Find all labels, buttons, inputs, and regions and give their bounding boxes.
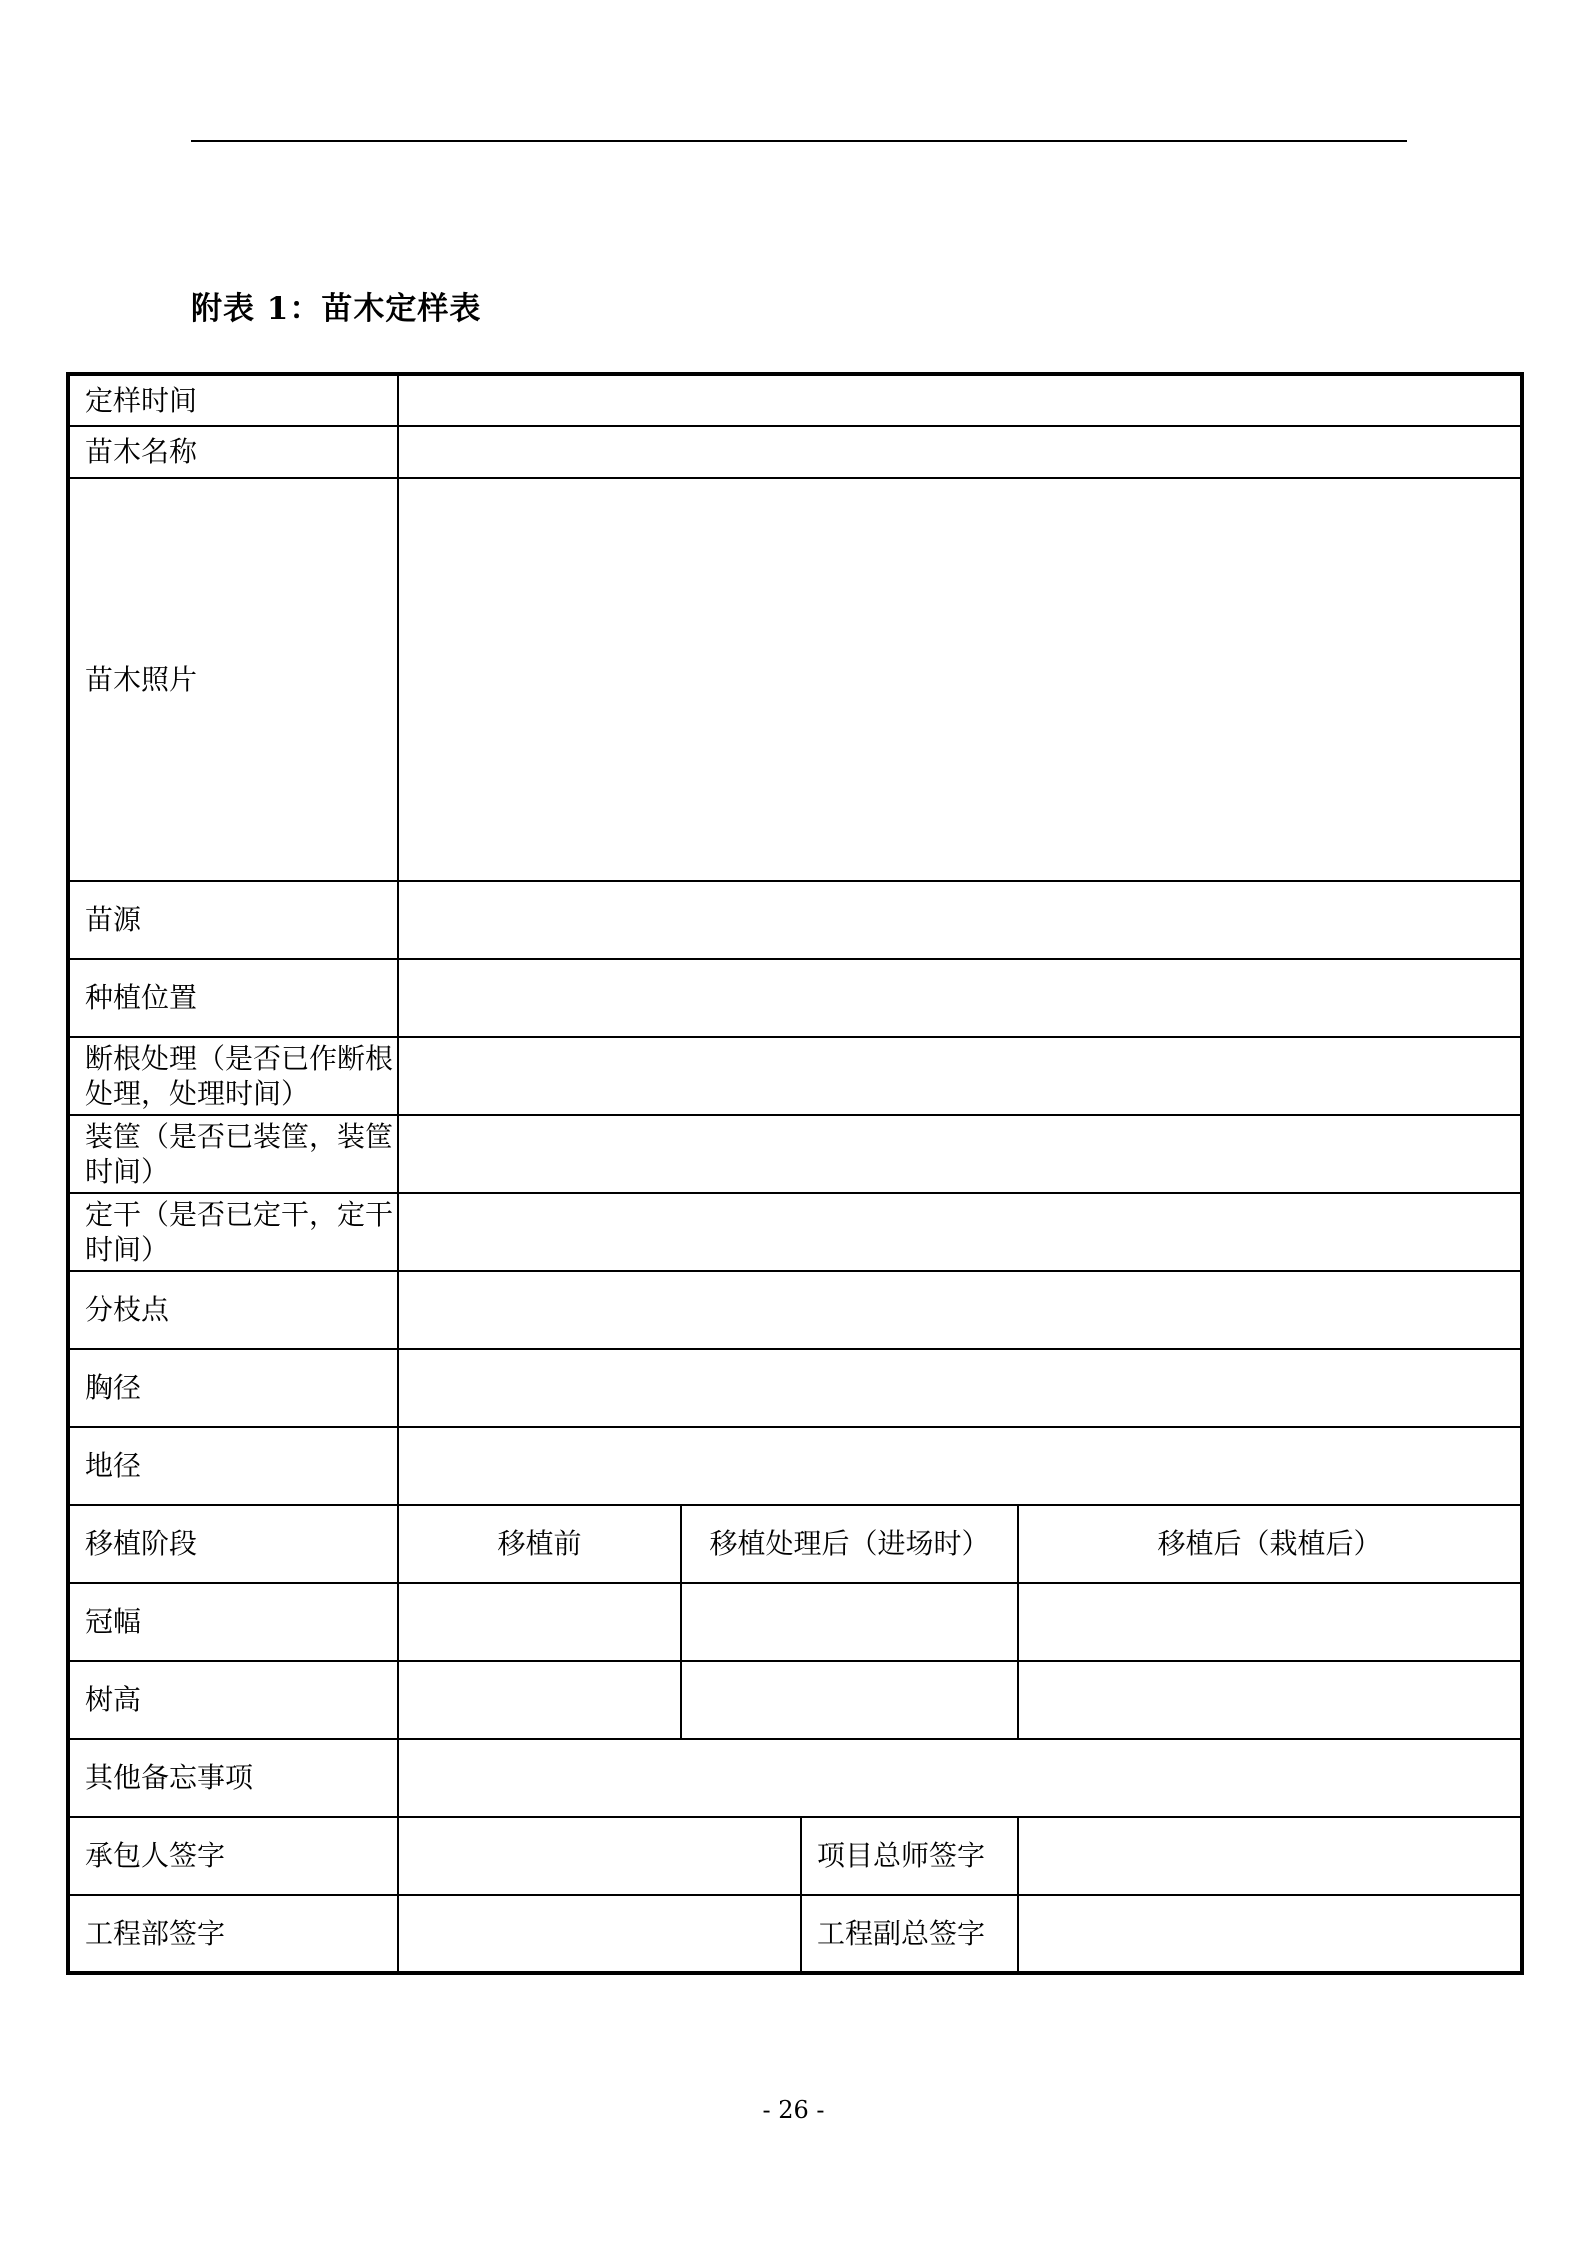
label-contractor-signature: 承包人签字 bbox=[68, 1817, 398, 1895]
row-trunk-setting bbox=[68, 1193, 1522, 1271]
field-crown-width-after-planting[interactable] bbox=[1018, 1583, 1522, 1661]
nursery-sample-form bbox=[66, 372, 1524, 1975]
label-root-cutting: 断根处理（是否已作断根处理，处理时间） bbox=[68, 1037, 398, 1115]
label-crown-width: 冠幅 bbox=[68, 1583, 398, 1661]
field-dbh[interactable] bbox=[398, 1349, 1522, 1427]
field-tree-height-after-processing[interactable] bbox=[681, 1661, 1018, 1739]
label-branch-point: 分枝点 bbox=[68, 1271, 398, 1349]
field-seedling-source[interactable] bbox=[398, 881, 1522, 959]
row-branch-point bbox=[68, 1271, 1522, 1349]
row-crown-width bbox=[68, 1583, 1522, 1661]
row-engineering-dept-signature bbox=[68, 1895, 1522, 1973]
field-chief-engineer-signature[interactable] bbox=[1018, 1817, 1522, 1895]
field-trunk-setting[interactable] bbox=[398, 1193, 1522, 1271]
field-root-cutting[interactable] bbox=[398, 1037, 1522, 1115]
field-ground-diameter[interactable] bbox=[398, 1427, 1522, 1505]
row-planting-location bbox=[68, 959, 1522, 1037]
row-basket-packing bbox=[68, 1115, 1522, 1193]
label-nursery-name: 苗木名称 bbox=[68, 426, 398, 478]
field-nursery-name[interactable] bbox=[398, 426, 1522, 478]
field-nursery-photo[interactable] bbox=[398, 478, 1522, 881]
row-tree-height bbox=[68, 1661, 1522, 1739]
row-nursery-name bbox=[68, 426, 1522, 478]
field-crown-width-after-processing[interactable] bbox=[681, 1583, 1018, 1661]
field-engineering-dept-signature[interactable] bbox=[398, 1895, 801, 1973]
label-sample-time: 定样时间 bbox=[68, 374, 398, 426]
field-branch-point[interactable] bbox=[398, 1271, 1522, 1349]
header-stage-after-planting: 移植后（栽植后） bbox=[1018, 1505, 1522, 1583]
header-stage-after-processing: 移植处理后（进场时） bbox=[681, 1505, 1018, 1583]
label-chief-engineer-signature: 项目总师签字 bbox=[801, 1817, 1018, 1895]
label-nursery-photo: 苗木照片 bbox=[68, 478, 398, 881]
field-planting-location[interactable] bbox=[398, 959, 1522, 1037]
header-rule bbox=[191, 140, 1407, 142]
field-deputy-general-signature[interactable] bbox=[1018, 1895, 1522, 1973]
label-transplant-stage: 移植阶段 bbox=[68, 1505, 398, 1583]
field-other-notes[interactable] bbox=[398, 1739, 1522, 1817]
row-nursery-photo bbox=[68, 478, 1522, 881]
label-deputy-general-signature: 工程副总签字 bbox=[801, 1895, 1018, 1973]
header-stage-before: 移植前 bbox=[398, 1505, 681, 1583]
document-title: 附表 1：苗木定样表 bbox=[191, 291, 482, 327]
label-dbh: 胸径 bbox=[68, 1349, 398, 1427]
label-tree-height: 树高 bbox=[68, 1661, 398, 1739]
field-tree-height-after-planting[interactable] bbox=[1018, 1661, 1522, 1739]
row-dbh bbox=[68, 1349, 1522, 1427]
label-seedling-source: 苗源 bbox=[68, 881, 398, 959]
field-sample-time[interactable] bbox=[398, 374, 1522, 426]
row-root-cutting bbox=[68, 1037, 1522, 1115]
row-ground-diameter bbox=[68, 1427, 1522, 1505]
page-number: - 26 - bbox=[762, 2096, 825, 2124]
label-other-notes: 其他备忘事项 bbox=[68, 1739, 398, 1817]
field-basket-packing[interactable] bbox=[398, 1115, 1522, 1193]
label-planting-location: 种植位置 bbox=[68, 959, 398, 1037]
label-trunk-setting: 定干（是否已定干，定干时间） bbox=[68, 1193, 398, 1271]
row-transplant-stage bbox=[68, 1505, 1522, 1583]
label-engineering-dept-signature: 工程部签字 bbox=[68, 1895, 398, 1973]
row-other-notes bbox=[68, 1739, 1522, 1817]
row-contractor-signature bbox=[68, 1817, 1522, 1895]
row-sample-time bbox=[68, 374, 1522, 426]
field-tree-height-before[interactable] bbox=[398, 1661, 681, 1739]
field-contractor-signature[interactable] bbox=[398, 1817, 801, 1895]
row-seedling-source bbox=[68, 881, 1522, 959]
field-crown-width-before[interactable] bbox=[398, 1583, 681, 1661]
label-ground-diameter: 地径 bbox=[68, 1427, 398, 1505]
label-basket-packing: 装筐（是否已装筐，装筐时间） bbox=[68, 1115, 398, 1193]
